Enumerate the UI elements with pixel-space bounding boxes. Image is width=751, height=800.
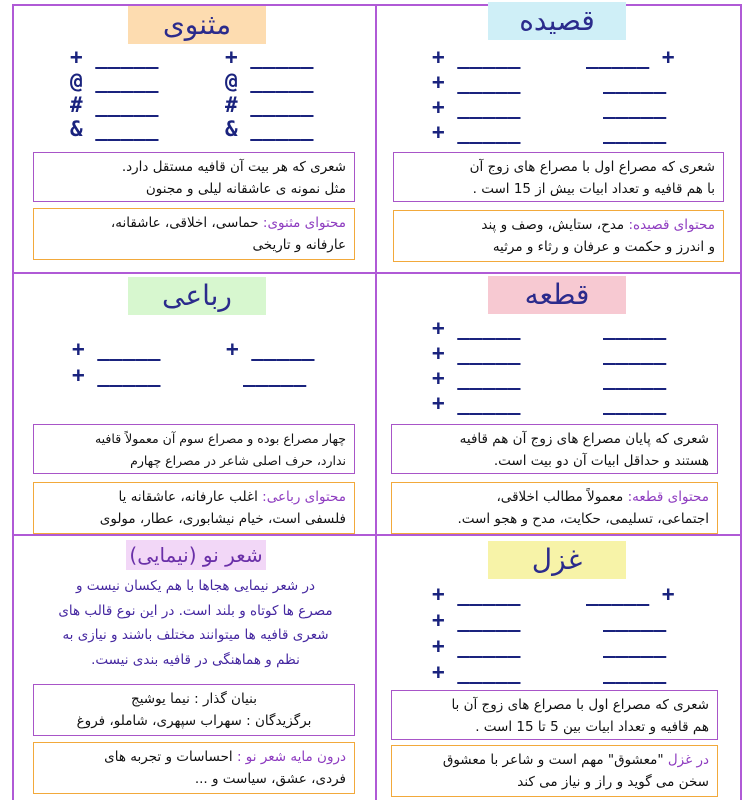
masnavi-scheme-line: @ _____ <box>225 69 314 93</box>
qasideh-definition-line: شعری که مصراع اول با مصراع های زوج آن <box>469 159 715 175</box>
ghazal-content-label: در غزل <box>667 752 709 768</box>
sheernow-description-line: شعری قافیه ها میتوانند مختلف باشند و نیازی به <box>62 627 329 643</box>
masnavi-scheme-line: + _____ <box>70 45 159 69</box>
ghazal-content-line: "معشوق" مهم است و شاعر با معشوق <box>442 752 664 768</box>
masnavi-definition-line: مثل نمونه ی عاشقانه لیلی و مجنون <box>145 181 346 197</box>
gheteh-scheme-line: + _____ <box>432 391 521 415</box>
qasideh-scheme-line: + _____ <box>432 95 521 119</box>
masnavi-definition-line: شعری که هر بیت آن قافیه مستقل دارد. <box>121 159 346 175</box>
ghazal-scheme-line: _____ <box>603 634 667 658</box>
ghazal-scheme-line: + _____ <box>432 660 521 684</box>
masnavi-scheme-line: & _____ <box>70 117 159 141</box>
gheteh-content <box>391 482 718 534</box>
qasideh-scheme-line: + _____ <box>432 70 521 94</box>
robai-scheme-line: _____ <box>243 363 307 387</box>
masnavi-scheme-line: # _____ <box>70 93 159 117</box>
robai-content-label: محتوای رباعی: <box>262 489 346 505</box>
qasideh-title: قصیده <box>488 2 626 40</box>
qasideh-scheme-line: _____ <box>603 95 667 119</box>
ghazal-scheme-line: _____ + <box>586 582 675 606</box>
sheernow-description-line: در شعر نیمایی هجاها با هم یکسان نیست و <box>76 578 315 594</box>
ghazal-content <box>391 745 718 797</box>
ghazal-scheme-line: _____ <box>603 660 667 684</box>
robai-definition <box>33 424 355 474</box>
ghazal-scheme-line: + _____ <box>432 634 521 658</box>
gheteh-scheme-line: _____ <box>603 366 667 390</box>
qasideh-scheme-line: + _____ <box>432 45 521 69</box>
masnavi-scheme-line: & _____ <box>225 117 314 141</box>
gheteh-title: قطعه <box>488 276 626 314</box>
sheernow-content-line: فردی، عشق، سیاست و ... <box>194 771 346 787</box>
robai-scheme-line: + _____ <box>72 363 161 387</box>
qasideh-scheme-line: _____ <box>603 120 667 144</box>
gheteh-definition <box>391 424 718 474</box>
masnavi-content-label: محتوای مثنوی: <box>262 215 346 231</box>
gheteh-scheme-line: _____ <box>603 391 667 415</box>
qasideh-content-line: مدح، ستایش، وصف و پند <box>481 217 625 233</box>
gheteh-content-line: اجتماعی، تسلیمی، حکایت، مدح و هجو است. <box>457 511 709 527</box>
qasideh-definition-line: با هم قافیه و تعداد ابیات بیش از 15 است . <box>472 181 715 197</box>
ghazal-scheme-line: _____ <box>603 608 667 632</box>
ghazal-scheme-line: + _____ <box>432 608 521 632</box>
gheteh-scheme-line: + _____ <box>432 366 521 390</box>
sheernow-content <box>33 742 355 794</box>
gheteh-scheme-line: + _____ <box>432 316 521 340</box>
sheernow-description-line: نظم و هماهنگی در قافیه بندی نیست. <box>91 651 300 668</box>
gheteh-definition-line: هستند و حداقل ابیات آن دو بیت است. <box>493 453 709 469</box>
robai-scheme-line: + _____ <box>72 337 161 361</box>
grid-divider-vertical <box>375 4 377 800</box>
qasideh-content <box>393 210 724 262</box>
masnavi-content-line: حماسی، اخلاقی، عاشقانه، <box>110 215 259 231</box>
qasideh-scheme-line: _____ <box>603 70 667 94</box>
qasideh-content-label: محتوای قصیده: <box>628 217 715 233</box>
qasideh-content-line: و اندرز و حکمت و عرفان و رثاء و مرثیه <box>492 239 715 255</box>
robai-scheme-line: + _____ <box>226 337 315 361</box>
masnavi-definition <box>33 152 355 202</box>
robai-content <box>33 482 355 534</box>
grid-border-left <box>12 4 14 800</box>
ghazal-definition <box>391 690 718 740</box>
gheteh-definition-line: شعری که پایان مصراع های زوج آن هم قافیه <box>459 431 709 447</box>
qasideh-scheme-line: + _____ <box>432 120 521 144</box>
gheteh-scheme-line: _____ <box>603 316 667 340</box>
masnavi-scheme-line: @ _____ <box>70 69 159 93</box>
ghazal-definition-line: هم قافیه و تعداد ابیات بین 5 تا 15 است . <box>475 719 709 735</box>
robai-content-line: فلسفی است، خیام نیشابوری، عطار، مولوی <box>99 511 346 527</box>
sheernow-selected: برگزیدگان : سهراب سپهری، شاملو، فروغ <box>76 713 312 729</box>
masnavi-title: مثنوی <box>128 6 266 44</box>
grid-border-right <box>740 4 742 800</box>
ghazal-content-line: سخن می گوید و راز و نیاز می کند <box>517 774 709 790</box>
ghazal-scheme-line: + _____ <box>432 582 521 606</box>
qasideh-scheme-line: _____ + <box>586 45 675 69</box>
sheernow-content-label: درون مایه شعر نو : <box>236 749 346 765</box>
grid-divider-row2 <box>12 534 741 536</box>
sheernow-description-line: مصرع ها کوتاه و بلند است. در این نوع قالب های <box>58 602 333 619</box>
ghazal-title: غزل <box>488 541 626 579</box>
robai-title: رباعی <box>128 277 266 315</box>
robai-definition-line: ندارد، حرف اصلی شاعر در مصراع چهارم <box>130 453 346 468</box>
sheernow-founder: بنیان گذار : نیما یوشیج <box>130 691 257 707</box>
grid-divider-row1 <box>12 272 741 274</box>
masnavi-content-line: عارفانه و تاریخی <box>252 237 346 253</box>
grid-divider-top <box>12 4 741 6</box>
masnavi-content <box>33 208 355 260</box>
sheernow-poets <box>33 684 355 736</box>
gheteh-scheme-line: + _____ <box>432 341 521 365</box>
sheernow-description <box>28 574 363 672</box>
gheteh-scheme-line: _____ <box>603 341 667 365</box>
ghazal-definition-line: شعری که مصراع اول با مصراع های زوج آن با <box>451 697 709 713</box>
masnavi-scheme-line: # _____ <box>225 93 314 117</box>
masnavi-scheme-line: + _____ <box>225 45 314 69</box>
gheteh-content-label: محتوای قطعه: <box>627 489 709 505</box>
robai-definition-line: چهار مصراع بوده و مصراع سوم آن معمولاً قافیه <box>94 431 346 446</box>
sheernow-content-line: احساسات و تجربه های <box>104 749 233 765</box>
qasideh-definition <box>393 152 724 202</box>
sheernow-title: شعر نو (نیمایی) <box>126 540 266 570</box>
gheteh-content-line: معمولاً مطالب اخلاقی، <box>496 489 624 505</box>
robai-content-line: اغلب عارفانه، عاشقانه یا <box>118 489 258 505</box>
